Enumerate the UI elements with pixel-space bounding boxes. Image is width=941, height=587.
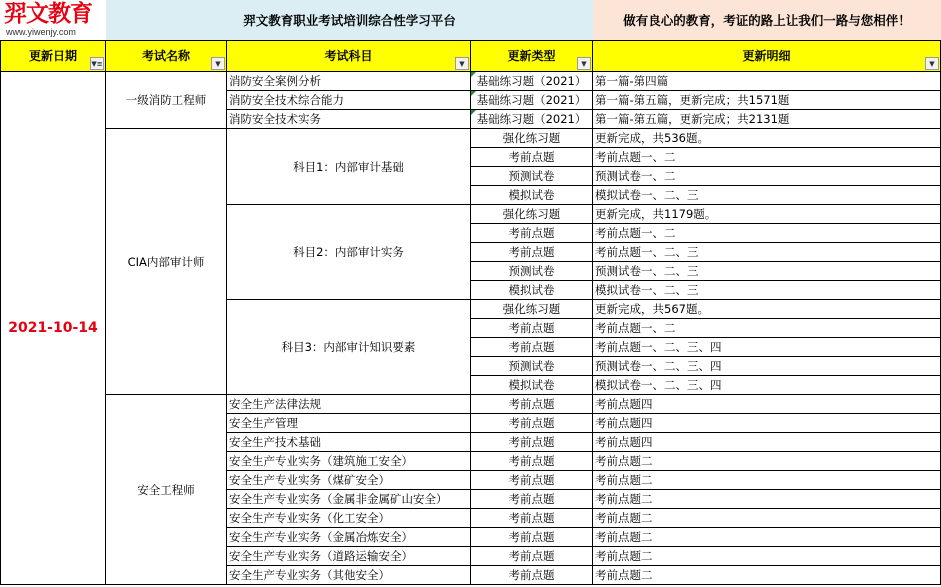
update-detail-cell <box>593 376 941 395</box>
update-detail-cell <box>593 281 941 300</box>
subject-cell-text: 安全生产技术基础 <box>229 435 321 449</box>
subject-cell <box>227 129 471 205</box>
update-type-cell <box>471 566 593 585</box>
header-detail-label: 更新明细 <box>742 49 791 63</box>
subject-cell <box>227 509 471 528</box>
update-type-cell <box>471 509 593 528</box>
update-type-cell <box>471 186 593 205</box>
update-type-cell-text: 模拟试卷 <box>508 378 555 392</box>
header-subject <box>227 40 471 72</box>
update-type-cell <box>471 338 593 357</box>
update-detail-cell <box>593 205 941 224</box>
update-detail-cell <box>593 148 941 167</box>
update-type-cell-text: 基础练习题（2021） <box>476 74 587 88</box>
header-exam-label: 考试名称 <box>141 49 190 63</box>
update-detail-cell-text: 考前点题四 <box>595 435 653 449</box>
exam-name-cell <box>106 395 227 585</box>
subject-cell-text: 科目2：内部审计实务 <box>293 245 404 259</box>
update-detail-cell <box>593 243 941 262</box>
update-type-cell <box>471 452 593 471</box>
update-detail-cell-text: 第一篇-第五篇，更新完成；共2131题 <box>595 112 790 126</box>
update-detail-cell-text: 考前点题一、二 <box>595 321 676 335</box>
filter-dropdown-icon[interactable]: ▼ <box>455 57 469 70</box>
update-type-cell <box>471 395 593 414</box>
update-detail-cell <box>593 357 941 376</box>
header-date <box>0 40 106 72</box>
exam-name-cell-text: 一级消防工程师 <box>125 93 207 107</box>
update-type-cell <box>471 129 593 148</box>
update-detail-cell <box>593 414 941 433</box>
subject-cell <box>227 471 471 490</box>
logo-url: www.yiwenjy.com <box>6 27 76 37</box>
exam-name-cell <box>106 72 227 129</box>
header-exam <box>106 40 227 72</box>
subject-cell-text: 消防安全技术实务 <box>229 112 321 126</box>
cell-note-marker <box>471 91 476 96</box>
update-detail-cell-text: 考前点题一、二、三 <box>595 245 699 259</box>
header-date-label: 更新日期 <box>28 49 77 63</box>
update-type-cell-text: 考前点题 <box>508 530 555 544</box>
update-type-cell-text: 考前点题 <box>508 340 555 354</box>
update-type-cell <box>471 490 593 509</box>
banner <box>0 0 941 40</box>
exam-name-cell-text: CIA内部审计师 <box>127 254 205 269</box>
update-type-cell <box>471 110 593 129</box>
exam-name-cell <box>106 129 227 395</box>
update-type-cell <box>471 376 593 395</box>
subject-cell <box>227 433 471 452</box>
update-type-cell <box>471 148 593 167</box>
filter-dropdown-icon[interactable]: ▼ <box>925 57 939 70</box>
platform-title: 羿文教育职业考试培训综合性学习平台 <box>106 0 593 40</box>
subject-cell-text: 科目1：内部审计基础 <box>293 159 404 174</box>
update-detail-cell-text: 考前点题一、二 <box>595 150 676 164</box>
update-type-cell-text: 考前点题 <box>508 511 555 525</box>
subject-cell <box>227 528 471 547</box>
update-detail-cell-text: 预测试卷一、二、三 <box>595 264 699 278</box>
update-type-cell <box>471 433 593 452</box>
subject-cell-text: 安全生产法律法规 <box>229 397 321 411</box>
subject-cell-text: 安全生产专业实务（其他安全） <box>229 568 390 582</box>
subject-cell <box>227 300 471 395</box>
subject-cell <box>227 110 471 129</box>
update-type-cell <box>471 91 593 110</box>
update-detail-cell <box>593 471 941 490</box>
update-type-cell-text: 强化练习题 <box>502 302 561 316</box>
subject-cell <box>227 452 471 471</box>
subject-cell <box>227 566 471 585</box>
subject-cell-text: 安全生产专业实务（金属非金属矿山安全） <box>229 492 448 506</box>
update-detail-cell-text: 更新完成，共567题。 <box>595 302 709 316</box>
update-detail-cell-text: 模拟试卷一、二、三 <box>595 188 699 202</box>
subject-cell <box>227 72 471 91</box>
update-detail-cell-text: 考前点题二 <box>595 492 653 506</box>
update-type-cell-text: 基础练习题（2021） <box>476 112 587 126</box>
update-detail-cell <box>593 547 941 566</box>
header-subject-label: 考试科目 <box>324 49 373 63</box>
update-detail-cell <box>593 186 941 205</box>
update-type-cell <box>471 528 593 547</box>
update-detail-cell-text: 第一篇-第四篇 <box>595 74 669 88</box>
update-date-cell <box>0 72 106 585</box>
update-detail-cell <box>593 129 941 148</box>
subject-cell <box>227 205 471 300</box>
update-detail-cell-text: 考前点题二 <box>595 530 653 544</box>
update-detail-cell-text: 考前点题四 <box>595 416 653 430</box>
update-detail-cell-text: 第一篇-第五篇，更新完成；共1571题 <box>595 93 790 107</box>
header-detail <box>593 40 941 72</box>
update-detail-cell <box>593 91 941 110</box>
update-detail-cell-text: 模拟试卷一、二、三、四 <box>595 378 722 392</box>
update-type-cell-text: 考前点题 <box>508 568 555 582</box>
update-detail-cell-text: 考前点题二 <box>595 454 653 468</box>
update-type-cell <box>471 547 593 566</box>
header-type-label: 更新类型 <box>507 49 556 63</box>
update-detail-cell-text: 考前点题二 <box>595 549 653 563</box>
subject-cell-text: 安全生产专业实务（道路运输安全） <box>229 549 413 563</box>
subject-cell-text: 安全生产管理 <box>229 416 298 430</box>
update-type-cell <box>471 72 593 91</box>
update-type-cell-text: 考前点题 <box>508 549 555 563</box>
update-detail-cell-text: 更新完成，共536题。 <box>595 131 709 145</box>
update-type-cell <box>471 224 593 243</box>
update-type-cell-text: 考前点题 <box>508 397 555 411</box>
update-detail-cell-text: 考前点题四 <box>595 397 653 411</box>
subject-cell-text: 安全生产专业实务（建筑施工安全） <box>229 454 413 468</box>
logo-text: 羿文教育 <box>4 1 92 27</box>
update-detail-cell-text: 考前点题一、二、三、四 <box>595 340 722 354</box>
update-detail-cell-text: 考前点题二 <box>595 511 653 525</box>
update-detail-cell <box>593 319 941 338</box>
subject-cell-text: 安全生产专业实务（金属冶炼安全） <box>229 530 413 544</box>
update-date-cell-text: 2021-10-14 <box>8 320 98 336</box>
subject-cell <box>227 414 471 433</box>
exam-name-cell-text: 安全工程师 <box>137 482 195 497</box>
update-detail-cell-text: 预测试卷一、二、三、四 <box>595 359 722 373</box>
cell-note-marker <box>471 110 476 115</box>
subject-cell-text: 安全生产专业实务（煤矿安全） <box>229 473 390 487</box>
filter-dropdown-icon[interactable]: ▼ <box>211 57 225 70</box>
subject-cell <box>227 490 471 509</box>
update-type-cell <box>471 262 593 281</box>
update-detail-cell-text: 考前点题二 <box>595 568 653 582</box>
update-detail-cell <box>593 566 941 585</box>
update-type-cell <box>471 243 593 262</box>
subject-cell-text: 安全生产专业实务（化工安全） <box>229 511 390 525</box>
update-type-cell-text: 模拟试卷 <box>508 283 555 297</box>
subject-cell <box>227 547 471 566</box>
subject-cell <box>227 395 471 414</box>
update-type-cell-text: 考前点题 <box>508 454 555 468</box>
update-type-cell-text: 考前点题 <box>508 321 555 335</box>
update-detail-cell <box>593 490 941 509</box>
update-type-cell <box>471 205 593 224</box>
update-detail-cell-text: 考前点题一、二 <box>595 226 676 240</box>
update-type-cell-text: 考前点题 <box>508 473 555 487</box>
slogan: 做有良心的教育，考证的路上让我们一路与您相伴！ <box>593 0 941 40</box>
update-type-cell-text: 强化练习题 <box>502 131 561 145</box>
subject-cell-text: 消防安全案例分析 <box>229 74 321 88</box>
filter-dropdown-icon[interactable]: ▼ <box>577 57 591 70</box>
update-detail-cell <box>593 338 941 357</box>
update-type-cell-text: 预测试卷 <box>508 359 555 373</box>
update-type-cell <box>471 319 593 338</box>
update-detail-cell <box>593 509 941 528</box>
update-detail-cell <box>593 110 941 129</box>
update-type-cell-text: 考前点题 <box>508 150 555 164</box>
update-detail-cell-text: 更新完成，共1179题。 <box>595 207 717 221</box>
update-type-cell-text: 考前点题 <box>508 416 555 430</box>
update-detail-cell-text: 预测试卷一、二 <box>595 169 676 183</box>
update-type-cell-text: 模拟试卷 <box>508 188 555 202</box>
update-type-cell-text: 考前点题 <box>508 245 555 259</box>
update-detail-cell <box>593 528 941 547</box>
update-type-cell-text: 基础练习题（2021） <box>476 93 587 107</box>
update-detail-cell <box>593 224 941 243</box>
update-type-cell-text: 预测试卷 <box>508 169 555 183</box>
update-detail-cell <box>593 72 941 91</box>
update-type-cell-text: 预测试卷 <box>508 264 555 278</box>
cell-note-marker <box>471 72 476 77</box>
update-type-cell-text: 强化练习题 <box>502 207 561 221</box>
header-type <box>471 40 593 72</box>
update-type-cell <box>471 471 593 490</box>
update-type-cell <box>471 300 593 319</box>
update-detail-cell <box>593 395 941 414</box>
update-type-cell <box>471 414 593 433</box>
update-type-cell <box>471 357 593 376</box>
update-detail-cell <box>593 262 941 281</box>
update-type-cell-text: 考前点题 <box>508 226 555 240</box>
subject-cell <box>227 91 471 110</box>
update-type-cell <box>471 167 593 186</box>
update-type-cell-text: 考前点题 <box>508 492 555 506</box>
subject-cell-text: 科目3：内部审计知识要素 <box>281 340 416 354</box>
filter-active-icon[interactable]: ▼≡ <box>90 57 104 70</box>
update-detail-cell-text: 考前点题二 <box>595 473 653 487</box>
update-detail-cell <box>593 433 941 452</box>
logo <box>0 0 106 40</box>
update-type-cell-text: 考前点题 <box>508 435 555 449</box>
subject-cell-text: 消防安全技术综合能力 <box>229 93 344 107</box>
update-detail-cell <box>593 300 941 319</box>
update-type-cell <box>471 281 593 300</box>
update-detail-cell <box>593 452 941 471</box>
update-detail-cell <box>593 167 941 186</box>
update-detail-cell-text: 模拟试卷一、二、三 <box>595 283 699 297</box>
